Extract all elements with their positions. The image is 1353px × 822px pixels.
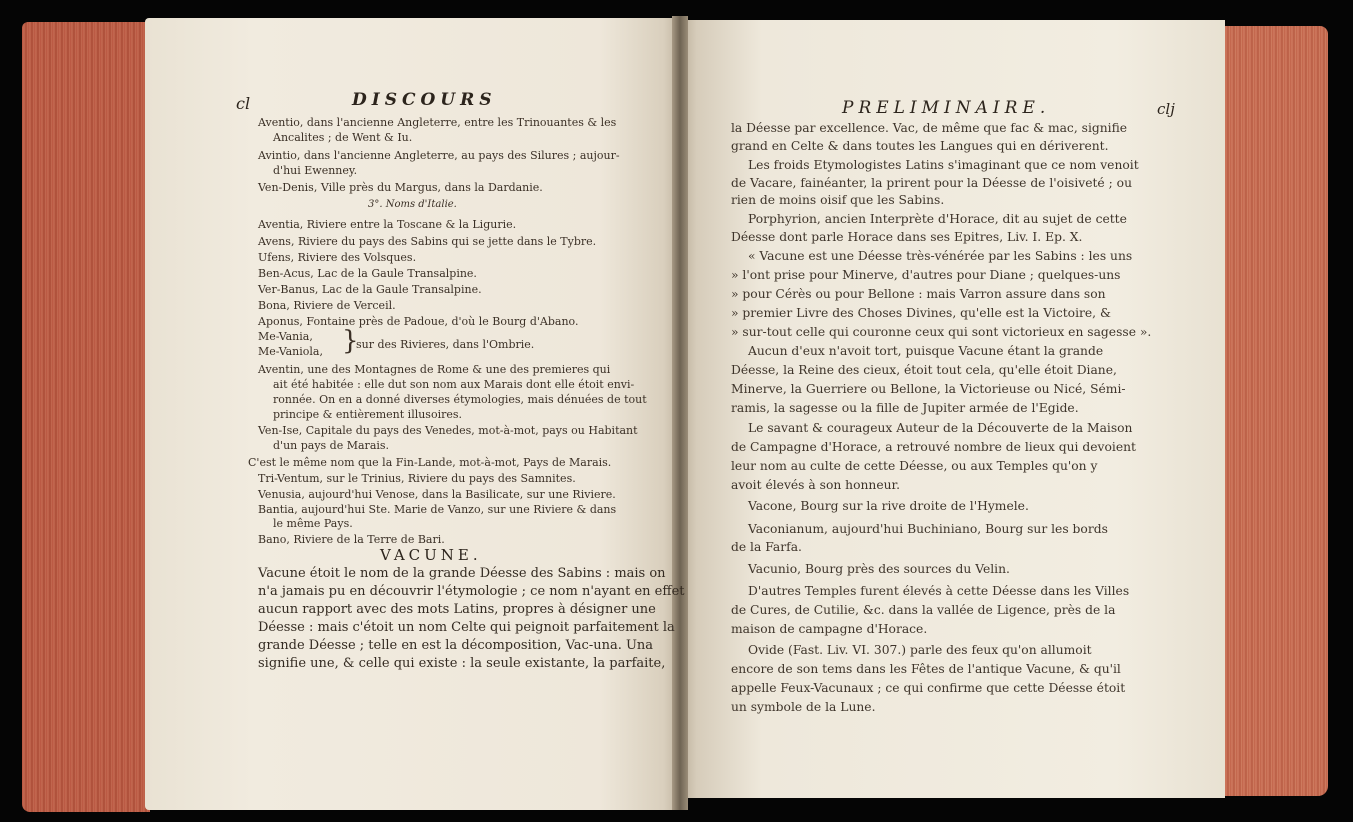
left-subheading: 3°. Noms d'Italie. (368, 199, 457, 210)
left-line: C'est le même nom que la Fin-Lande, mot-à-mot, Pays de Marais. (248, 456, 612, 469)
right-line: ramis, la sagesse ou la fille de Jupiter armée de l'Egide. (731, 401, 1079, 415)
left-line: Aventia, Riviere entre la Toscane & la Ligurie. (258, 218, 517, 231)
right-line: Vacone, Bourg sur la rive droite de l'Hymele. (748, 499, 1029, 513)
right-line: Minerve, la Guerriere ou Bellone, la Victorieuse ou Nicé, Sémi- (731, 382, 1126, 396)
left-line: d'hui Ewenney. (273, 164, 358, 177)
left-line: le même Pays. (273, 517, 353, 530)
left-body-line: aucun rapport avec des mots Latins, propres à désigner une (258, 602, 656, 617)
right-line: leur nom au culte de cette Déesse, ou aux Temples qu'on y (731, 459, 1098, 473)
right-line: de Campagne d'Horace, a retrouvé nombre de lieux qui devoient (731, 440, 1136, 454)
right-line: » sur-tout celle qui couronne ceux qui sont victorieux en sagesse ». (731, 325, 1152, 339)
left-body-line: Déesse : mais c'étoit un nom Celte qui peignoit parfaitement la (258, 620, 675, 635)
left-line: ait été habitée : elle dut son nom aux Marais dont elle étoit envi- (273, 378, 635, 391)
left-body-line: grande Déesse ; telle en est la décomposition, Vac-una. Una (258, 638, 654, 653)
right-line: Déesse, la Reine des cieux, étoit tout cela, qu'elle étoit Diane, (731, 363, 1117, 377)
left-line: Avens, Riviere du pays des Sabins qui se jette dans le Tybre. (258, 235, 597, 248)
right-line: maison de campagne d'Horace. (731, 622, 928, 636)
right-line: de la Farfa. (731, 540, 802, 554)
left-line: Ver-Banus, Lac de la Gaule Transalpine. (258, 283, 482, 296)
left-line: Ufens, Riviere des Volsques. (258, 251, 417, 264)
right-line: » pour Cérès ou pour Bellone : mais Varron assure dans son (731, 287, 1106, 301)
right-line: « Vacune est une Déesse très-vénérée par les Sabins : les uns (748, 249, 1133, 263)
left-line: Ven-Denis, Ville près du Margus, dans la Dardanie. (258, 181, 543, 194)
left-brace-item: Me-Vaniola, (258, 345, 323, 358)
left-line: Venusia, aujourd'hui Venose, dans la Basilicate, sur une Riviere. (258, 488, 616, 501)
book-edge-right (1218, 26, 1328, 796)
right-line: appelle Feux-Vacunaux ; ce qui confirme que cette Déesse étoit (731, 681, 1126, 695)
left-line: ronnée. On en a donné diverses étymologies, mais dénuées de tout (273, 393, 647, 406)
left-page-number: cl (236, 94, 251, 113)
left-line: Bano, Riviere de la Terre de Bari. (258, 533, 445, 546)
left-line: Avintio, dans l'ancienne Angleterre, au pays des Silures ; aujour- (258, 149, 620, 162)
left-running-head: DISCOURS (352, 90, 497, 110)
right-line: Les froids Etymologistes Latins s'imaginant que ce nom venoit (748, 158, 1139, 172)
section-title: VACUNE. (380, 546, 482, 564)
left-body-line: Vacune étoit le nom de la grande Déesse des Sabins : mais on (258, 566, 666, 581)
right-page-number: clj (1157, 100, 1175, 118)
left-body-line: signifie une, & celle qui existe : la seule existante, la parfaite, (258, 656, 666, 671)
left-line: Ancalites ; de Went & Iu. (273, 131, 413, 144)
left-line: principe & entièrement illusoires. (273, 408, 463, 421)
book-gutter (672, 16, 688, 810)
right-line: la Déesse par excellence. Vac, de même que fac & mac, signifie (731, 121, 1128, 135)
right-line: Déesse dont parle Horace dans ses Epitres, Liv. I. Ep. X. (731, 230, 1083, 244)
right-line: Vacunio, Bourg près des sources du Velin. (748, 562, 1010, 576)
book-edge-left (22, 22, 150, 812)
right-line: » premier Livre des Choses Divines, qu'elle est la Victoire, & (731, 306, 1111, 320)
right-line: encore de son tems dans les Fêtes de l'antique Vacune, & qu'il (731, 662, 1121, 676)
left-line: d'un pays de Marais. (273, 439, 390, 452)
left-line: Ven-Ise, Capitale du pays des Venedes, mot-à-mot, pays ou Habitant (258, 424, 638, 437)
left-brace-item: Me-Vania, (258, 330, 313, 343)
right-line: D'autres Temples furent élevés à cette Déesse dans les Villes (748, 584, 1130, 598)
right-running-head: PRELIMINAIRE. (842, 98, 1051, 118)
right-line: de Vacare, fainéanter, la prirent pour la Déesse de l'oisiveté ; ou (731, 176, 1132, 190)
right-line: Vaconianum, aujourd'hui Buchiniano, Bourg sur les bords (748, 522, 1108, 536)
right-line: Aucun d'eux n'avoit tort, puisque Vacune étant la grande (748, 344, 1104, 358)
left-line: Aventin, une des Montagnes de Rome & une des premieres qui (258, 363, 611, 376)
right-line: » l'ont prise pour Minerve, d'autres pour Diane ; quelques-uns (731, 268, 1121, 282)
right-line: Ovide (Fast. Liv. VI. 307.) parle des feux qu'on allumoit (748, 643, 1092, 657)
left-line: Aventio, dans l'ancienne Angleterre, entre les Trinouantes & les (258, 116, 617, 129)
right-line: de Cures, de Cutilie, &c. dans la vallée de Ligence, près de la (731, 603, 1116, 617)
right-line: un symbole de la Lune. (731, 700, 876, 714)
left-line: Tri-Ventum, sur le Trinius, Riviere du pays des Samnites. (258, 472, 576, 485)
left-line: Bantia, aujourd'hui Ste. Marie de Vanzo, sur une Riviere & dans (258, 503, 617, 516)
right-line: grand en Celte & dans toutes les Langues qui en dériverent. (731, 139, 1109, 153)
left-line: Ben-Acus, Lac de la Gaule Transalpine. (258, 267, 477, 280)
left-line: Bona, Riviere de Verceil. (258, 299, 396, 312)
brace-symbol: } (342, 326, 359, 356)
right-line: rien de moins oisif que les Sabins. (731, 193, 945, 207)
right-line: avoit élevés à son honneur. (731, 478, 900, 492)
left-brace-text: sur des Rivieres, dans l'Ombrie. (356, 338, 535, 351)
left-body-line: n'a jamais pu en découvrir l'étymologie ; ce nom n'ayant en effet (258, 584, 685, 599)
left-line: Aponus, Fontaine près de Padoue, d'où le Bourg d'Abano. (258, 315, 579, 328)
right-line: Le savant & courageux Auteur de la Découverte de la Maison (748, 421, 1133, 435)
right-line: Porphyrion, ancien Interprète d'Horace, dit au sujet de cette (748, 212, 1127, 226)
